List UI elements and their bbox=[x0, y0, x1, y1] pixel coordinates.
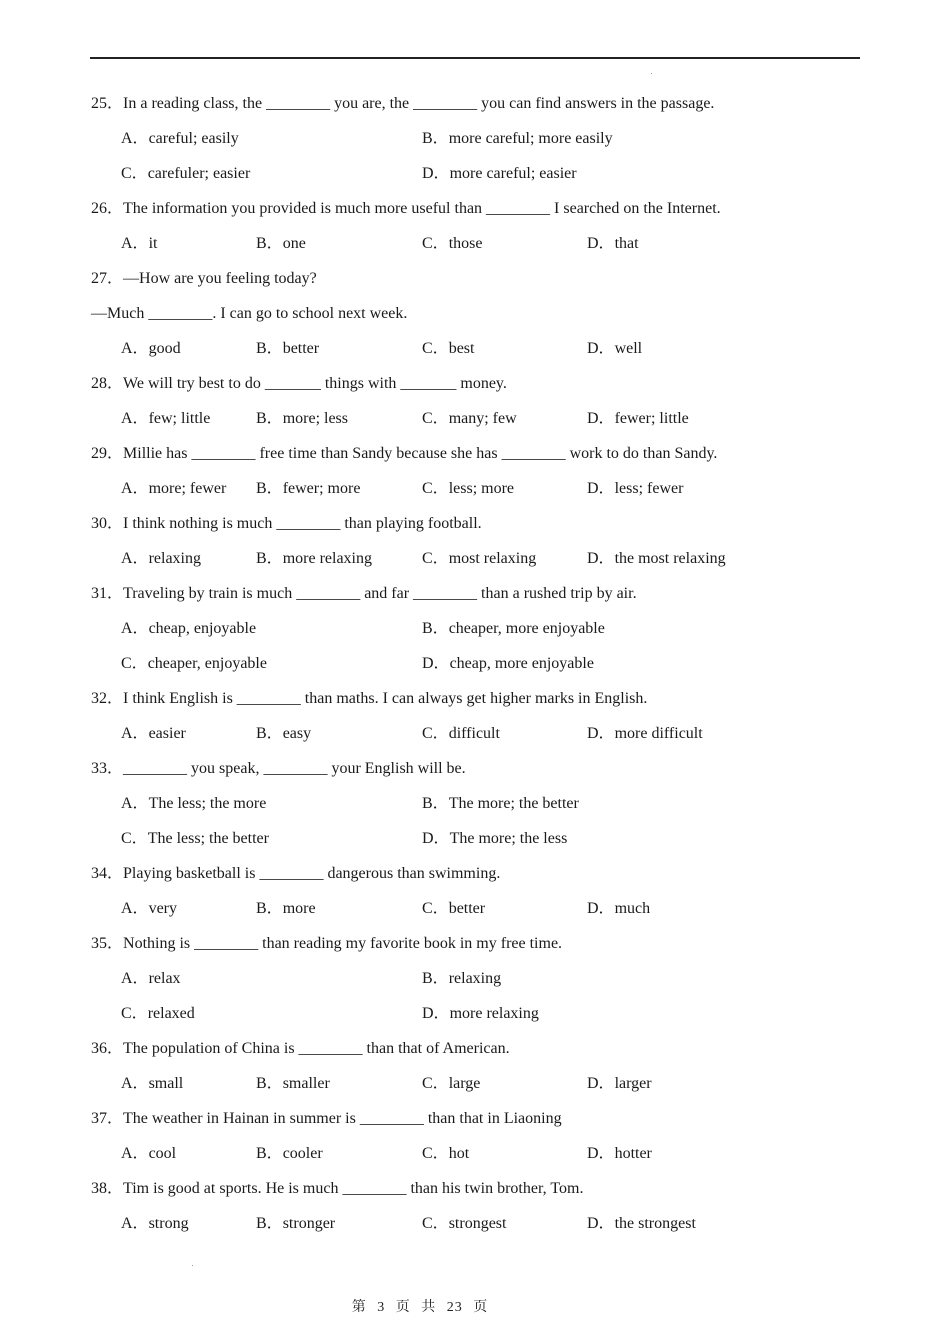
answer-option[interactable] bbox=[587, 401, 689, 436]
question-number: 38． bbox=[91, 1180, 124, 1197]
option-text: more difficult bbox=[614, 725, 703, 742]
answer-option[interactable] bbox=[587, 1206, 696, 1241]
option-text: stronger bbox=[282, 1215, 336, 1232]
option-text: less; fewer bbox=[614, 480, 684, 497]
answer-option[interactable] bbox=[121, 646, 267, 681]
option-text: well bbox=[614, 340, 643, 357]
option-letter: D． bbox=[587, 1145, 615, 1162]
option-text: the strongest bbox=[614, 1215, 696, 1232]
option-text: smaller bbox=[282, 1075, 330, 1092]
option-text: better bbox=[282, 340, 320, 357]
option-text: hotter bbox=[614, 1145, 652, 1162]
footer-page-word: 页 bbox=[395, 1300, 411, 1315]
answer-option[interactable] bbox=[121, 401, 210, 436]
answer-option[interactable] bbox=[121, 821, 269, 856]
question-stem bbox=[91, 1031, 861, 1066]
option-text: relax bbox=[148, 970, 181, 987]
option-text: fewer; more bbox=[282, 480, 361, 497]
question-item bbox=[91, 436, 861, 506]
options-row bbox=[91, 1136, 861, 1171]
option-letter: D． bbox=[587, 340, 615, 357]
question-stem bbox=[91, 576, 861, 611]
option-letter: A． bbox=[121, 410, 149, 427]
option-text: many; few bbox=[448, 410, 517, 427]
options-row bbox=[91, 961, 861, 996]
current-page-number: 3 bbox=[377, 1300, 386, 1315]
options-row bbox=[91, 611, 861, 646]
page-footer bbox=[0, 1296, 950, 1316]
footer-suffix: 页 bbox=[473, 1300, 489, 1315]
option-text: The more; the less bbox=[449, 830, 568, 847]
answer-option[interactable] bbox=[587, 471, 683, 506]
answer-option[interactable] bbox=[422, 541, 536, 576]
options-row bbox=[91, 226, 861, 261]
option-text: carefuler; easier bbox=[147, 165, 251, 182]
answer-option[interactable] bbox=[121, 156, 250, 191]
answer-option[interactable] bbox=[256, 331, 319, 366]
options-row bbox=[91, 541, 861, 576]
option-text: less; more bbox=[448, 480, 515, 497]
option-letter: D． bbox=[587, 550, 615, 567]
option-letter: D． bbox=[587, 900, 615, 917]
answer-option[interactable] bbox=[422, 226, 482, 261]
question-stem bbox=[91, 86, 861, 121]
question-number: 29． bbox=[91, 445, 124, 462]
answer-option[interactable] bbox=[256, 716, 311, 751]
question-item bbox=[91, 1031, 861, 1101]
option-letter: C． bbox=[422, 725, 449, 742]
answer-option[interactable] bbox=[121, 961, 181, 996]
answer-option[interactable] bbox=[121, 1136, 176, 1171]
question-number: 25． bbox=[91, 95, 124, 112]
option-letter: D． bbox=[587, 725, 615, 742]
option-letter: C． bbox=[422, 1215, 449, 1232]
option-letter: D． bbox=[587, 1075, 615, 1092]
option-letter: A． bbox=[121, 725, 149, 742]
question-item bbox=[91, 751, 861, 856]
options-row bbox=[91, 996, 861, 1031]
question-stem bbox=[91, 366, 861, 401]
answer-option[interactable] bbox=[587, 226, 639, 261]
option-text: relaxing bbox=[448, 970, 502, 987]
answer-option[interactable] bbox=[422, 716, 500, 751]
options-row bbox=[91, 156, 861, 191]
question-text: Playing basketball is ________ dangerous than swimming. bbox=[123, 865, 501, 882]
option-text: The less; the more bbox=[148, 795, 267, 812]
answer-option[interactable] bbox=[587, 1066, 652, 1101]
option-letter: B． bbox=[256, 550, 283, 567]
question-item bbox=[91, 506, 861, 576]
question-number: 36． bbox=[91, 1040, 124, 1057]
option-letter: C． bbox=[422, 1145, 449, 1162]
question-stem bbox=[91, 751, 861, 786]
answer-option[interactable] bbox=[422, 156, 577, 191]
options-row bbox=[91, 786, 861, 821]
answer-option[interactable] bbox=[422, 611, 605, 646]
option-text: easier bbox=[148, 725, 186, 742]
question-stem bbox=[91, 506, 861, 541]
option-letter: A． bbox=[121, 1075, 149, 1092]
option-text: the most relaxing bbox=[614, 550, 726, 567]
option-text: more relaxing bbox=[449, 1005, 539, 1022]
answer-option[interactable] bbox=[121, 121, 239, 156]
option-text: cooler bbox=[282, 1145, 323, 1162]
answer-option[interactable] bbox=[587, 891, 650, 926]
question-number: 35． bbox=[91, 935, 124, 952]
option-letter: D． bbox=[422, 830, 450, 847]
option-letter: C． bbox=[422, 235, 449, 252]
answer-option[interactable] bbox=[422, 821, 567, 856]
answer-option[interactable] bbox=[256, 1206, 335, 1241]
question-item bbox=[91, 576, 861, 681]
options-row bbox=[91, 716, 861, 751]
option-text: strongest bbox=[448, 1215, 507, 1232]
option-letter: A． bbox=[121, 620, 149, 637]
option-letter: B． bbox=[256, 340, 283, 357]
option-letter: A． bbox=[121, 340, 149, 357]
question-text: ________ you speak, ________ your English will be. bbox=[123, 760, 466, 777]
question-item bbox=[91, 1171, 861, 1241]
option-text: best bbox=[448, 340, 475, 357]
answer-option[interactable] bbox=[422, 961, 501, 996]
question-number: 33． bbox=[91, 760, 124, 777]
option-text: more careful; easier bbox=[449, 165, 577, 182]
answer-option[interactable] bbox=[256, 1136, 323, 1171]
question-stem bbox=[91, 926, 861, 961]
answer-option[interactable] bbox=[121, 1206, 189, 1241]
option-letter: A． bbox=[121, 1215, 149, 1232]
option-letter: D． bbox=[422, 165, 450, 182]
options-row bbox=[91, 331, 861, 366]
answer-option[interactable] bbox=[422, 1066, 480, 1101]
answer-option[interactable] bbox=[422, 1206, 506, 1241]
option-letter: C． bbox=[121, 165, 148, 182]
option-text: The more; the better bbox=[448, 795, 579, 812]
option-text: difficult bbox=[448, 725, 500, 742]
option-text: much bbox=[614, 900, 651, 917]
question-item bbox=[91, 1101, 861, 1171]
options-row bbox=[91, 1206, 861, 1241]
question-item bbox=[91, 681, 861, 751]
option-text: more bbox=[282, 900, 316, 917]
question-text: The population of China is ________ than that of American. bbox=[123, 1040, 510, 1057]
option-letter: B． bbox=[256, 1215, 283, 1232]
option-letter: B． bbox=[256, 410, 283, 427]
options-row bbox=[91, 121, 861, 156]
option-letter: D． bbox=[587, 1215, 615, 1232]
option-text: The less; the better bbox=[147, 830, 269, 847]
option-text: easy bbox=[282, 725, 312, 742]
answer-option[interactable] bbox=[587, 541, 726, 576]
question-item bbox=[91, 856, 861, 926]
option-text: cheap, enjoyable bbox=[148, 620, 257, 637]
header-rule bbox=[90, 57, 860, 59]
option-letter: C． bbox=[422, 550, 449, 567]
options-row bbox=[91, 821, 861, 856]
options-row bbox=[91, 891, 861, 926]
question-item bbox=[91, 191, 861, 261]
answer-option[interactable] bbox=[256, 401, 348, 436]
option-text: relaxing bbox=[148, 550, 201, 567]
option-letter: C． bbox=[422, 480, 449, 497]
question-text: I think English is ________ than maths. I can always get higher marks in English. bbox=[123, 690, 648, 707]
question-number: 34． bbox=[91, 865, 124, 882]
question-number: 31． bbox=[91, 585, 124, 602]
question-item bbox=[91, 261, 861, 366]
question-text: The weather in Hainan in summer is ________ than that in Liaoning bbox=[123, 1110, 562, 1127]
option-text: cheap, more enjoyable bbox=[449, 655, 594, 672]
option-letter: A． bbox=[121, 1145, 149, 1162]
option-letter: A． bbox=[121, 795, 149, 812]
question-number: 28． bbox=[91, 375, 124, 392]
option-text: more; less bbox=[282, 410, 349, 427]
answer-option[interactable] bbox=[121, 1066, 183, 1101]
question-stem bbox=[91, 856, 861, 891]
option-letter: C． bbox=[422, 900, 449, 917]
question-text: Tim is good at sports. He is much ________ than his twin brother, Tom. bbox=[123, 1180, 584, 1197]
dialog-line: —Much ________. I can go to school next week. bbox=[91, 305, 408, 322]
question-number: 26． bbox=[91, 200, 124, 217]
answer-option[interactable] bbox=[256, 891, 316, 926]
option-letter: D． bbox=[587, 410, 615, 427]
option-text: careful; easily bbox=[148, 130, 239, 147]
answer-option[interactable] bbox=[422, 331, 474, 366]
option-text: few; little bbox=[148, 410, 211, 427]
option-text: it bbox=[148, 235, 158, 252]
answer-option[interactable] bbox=[422, 891, 485, 926]
options-row bbox=[91, 401, 861, 436]
answer-option[interactable] bbox=[121, 541, 201, 576]
option-letter: B． bbox=[422, 620, 449, 637]
option-letter: C． bbox=[422, 410, 449, 427]
option-text: hot bbox=[448, 1145, 470, 1162]
answer-option[interactable] bbox=[422, 401, 517, 436]
question-number: 32． bbox=[91, 690, 124, 707]
option-letter: A． bbox=[121, 235, 149, 252]
option-letter: D． bbox=[422, 655, 450, 672]
question-text: We will try best to do _______ things with _______ money. bbox=[123, 375, 507, 392]
question-number: 27． bbox=[91, 270, 124, 287]
answer-option[interactable] bbox=[422, 786, 579, 821]
question-text: Traveling by train is much ________ and far ________ than a rushed trip by air. bbox=[123, 585, 637, 602]
question-list bbox=[91, 86, 861, 1241]
answer-option[interactable] bbox=[422, 471, 514, 506]
option-letter: A． bbox=[121, 480, 149, 497]
answer-option[interactable] bbox=[422, 996, 539, 1031]
total-page-number: 23 bbox=[446, 1300, 463, 1315]
option-text: one bbox=[282, 235, 306, 252]
option-letter: B． bbox=[422, 970, 449, 987]
answer-option[interactable] bbox=[121, 331, 181, 366]
question-item bbox=[91, 86, 861, 191]
option-text: strong bbox=[148, 1215, 189, 1232]
option-letter: C． bbox=[422, 1075, 449, 1092]
answer-option[interactable] bbox=[121, 996, 195, 1031]
answer-option[interactable] bbox=[587, 1136, 652, 1171]
answer-option[interactable] bbox=[587, 716, 703, 751]
option-text: fewer; little bbox=[614, 410, 689, 427]
option-text: most relaxing bbox=[448, 550, 537, 567]
question-item bbox=[91, 926, 861, 1031]
option-letter: C． bbox=[121, 1005, 148, 1022]
question-stem bbox=[91, 681, 861, 716]
answer-option[interactable] bbox=[121, 716, 186, 751]
option-letter: B． bbox=[256, 725, 283, 742]
option-letter: D． bbox=[422, 1005, 450, 1022]
option-letter: C． bbox=[121, 655, 148, 672]
option-text: cheaper, more enjoyable bbox=[448, 620, 605, 637]
option-text: small bbox=[148, 1075, 184, 1092]
question-text: Millie has ________ free time than Sandy because she has ________ work to do than Sandy. bbox=[123, 445, 718, 462]
option-text: those bbox=[448, 235, 483, 252]
scan-speck bbox=[192, 1265, 193, 1266]
option-letter: B． bbox=[256, 900, 283, 917]
question-item bbox=[91, 366, 861, 436]
question-stem bbox=[91, 1101, 861, 1136]
answer-option[interactable] bbox=[121, 226, 157, 261]
answer-option[interactable] bbox=[422, 646, 594, 681]
option-letter: B． bbox=[256, 235, 283, 252]
answer-option[interactable] bbox=[121, 786, 266, 821]
answer-option[interactable] bbox=[121, 611, 256, 646]
option-letter: A． bbox=[121, 130, 149, 147]
option-text: better bbox=[448, 900, 486, 917]
answer-option[interactable] bbox=[422, 1136, 469, 1171]
option-text: cheaper, enjoyable bbox=[147, 655, 267, 672]
answer-option[interactable] bbox=[256, 1066, 330, 1101]
option-letter: B． bbox=[256, 1145, 283, 1162]
option-text: very bbox=[148, 900, 177, 917]
option-letter: D． bbox=[587, 480, 615, 497]
question-text: In a reading class, the ________ you are, the ________ you can find answers in the passage. bbox=[123, 95, 715, 112]
option-text: large bbox=[448, 1075, 481, 1092]
option-letter: C． bbox=[121, 830, 148, 847]
question-text: Nothing is ________ than reading my favorite book in my free time. bbox=[123, 935, 563, 952]
option-text: relaxed bbox=[147, 1005, 195, 1022]
question-stem bbox=[91, 261, 861, 296]
option-text: good bbox=[148, 340, 181, 357]
answer-option[interactable] bbox=[587, 331, 642, 366]
option-text: cool bbox=[148, 1145, 177, 1162]
option-text: more careful; more easily bbox=[448, 130, 613, 147]
answer-option[interactable] bbox=[422, 121, 613, 156]
question-text: —How are you feeling today? bbox=[123, 270, 317, 287]
answer-option[interactable] bbox=[256, 226, 306, 261]
question-text: I think nothing is much ________ than playing football. bbox=[123, 515, 482, 532]
options-row bbox=[91, 471, 861, 506]
question-text: The information you provided is much more useful than ________ I searched on the Internet. bbox=[123, 200, 721, 217]
options-row bbox=[91, 646, 861, 681]
footer-prefix: 第 bbox=[351, 1300, 367, 1315]
question-stem bbox=[91, 436, 861, 471]
option-letter: B． bbox=[422, 795, 449, 812]
option-letter: B． bbox=[256, 1075, 283, 1092]
option-letter: B． bbox=[422, 130, 449, 147]
option-text: larger bbox=[614, 1075, 652, 1092]
question-stem bbox=[91, 191, 861, 226]
option-text: more relaxing bbox=[282, 550, 372, 567]
question-number: 30． bbox=[91, 515, 124, 532]
option-letter: C． bbox=[422, 340, 449, 357]
answer-option[interactable] bbox=[256, 471, 360, 506]
option-letter: A． bbox=[121, 550, 149, 567]
option-letter: A． bbox=[121, 970, 149, 987]
question-number: 37． bbox=[91, 1110, 124, 1127]
scan-speck bbox=[651, 73, 652, 74]
option-text: that bbox=[614, 235, 639, 252]
footer-total-word: 共 bbox=[421, 1300, 437, 1315]
option-letter: B． bbox=[256, 480, 283, 497]
option-letter: D． bbox=[587, 235, 615, 252]
question-stem bbox=[91, 1171, 861, 1206]
option-text: more; fewer bbox=[148, 480, 227, 497]
options-row bbox=[91, 1066, 861, 1101]
option-letter: A． bbox=[121, 900, 149, 917]
answer-option[interactable] bbox=[121, 891, 177, 926]
answer-option[interactable] bbox=[121, 471, 226, 506]
answer-option[interactable] bbox=[256, 541, 372, 576]
